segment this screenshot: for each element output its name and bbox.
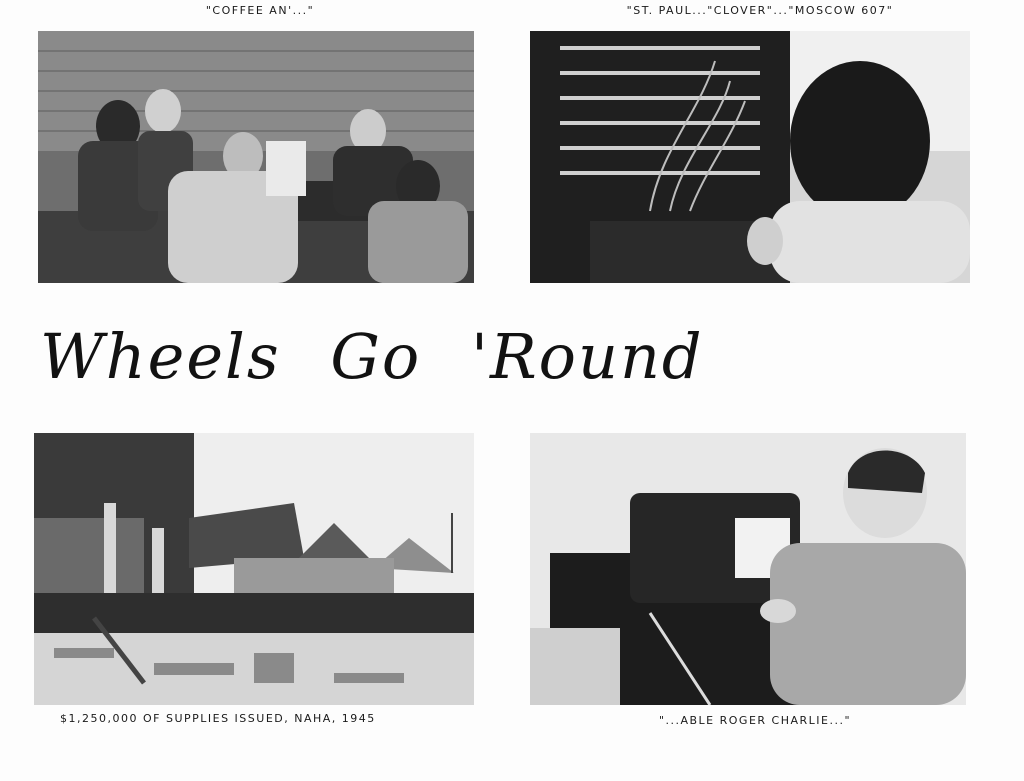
caption-switchboard: "ST. PAUL..."CLOVER"..."MOSCOW 607" — [626, 4, 894, 17]
page-title: Wheels Go 'Round — [40, 320, 704, 393]
photo-teletype-operator — [530, 433, 966, 705]
photo-naha-supplies — [34, 433, 474, 705]
photo-canteen-group — [38, 31, 474, 283]
caption-coffee: "COFFEE AN'..." — [205, 4, 315, 17]
caption-able-roger-charlie: "...ABLE ROGER CHARLIE..." — [658, 714, 852, 727]
photo-switchboard-operator — [530, 31, 970, 283]
caption-supplies: $1,250,000 OF SUPPLIES ISSUED, NAHA, 1945 — [60, 712, 376, 725]
